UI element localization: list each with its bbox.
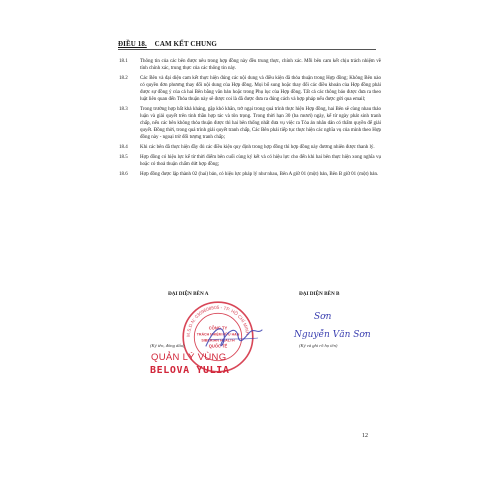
signature-handwriting-full: Nguyễn Văn Sơn: [294, 330, 371, 340]
clause-item: [119, 154, 381, 168]
clause-number: 18.3: [119, 107, 128, 112]
seal-line: SIBERIAN HEALTH: [201, 338, 235, 343]
heading-rule: [118, 49, 376, 50]
seal-line: CÔNG TY: [208, 325, 228, 331]
seal-line: QUỐC TẾ: [208, 343, 228, 349]
clause-number: 18.5: [119, 155, 128, 160]
party-a-heading: ĐẠI DIỆN BÊN A: [168, 291, 209, 297]
clause-item: [119, 171, 381, 178]
seal-line: TRÁCH NHIỆM HỮU HẠN: [196, 332, 240, 337]
article-number: ĐIỀU 18.: [118, 40, 147, 48]
article-title: CAM KẾT CHUNG: [154, 40, 217, 48]
clause-text: Hợp đồng được lập thành 02 (hai) bản, có hiệu lực pháp lý như nhau, Bên A giữ 01 (một) bản, Bên B giữ 01 (một) bản.: [140, 172, 379, 177]
clause-text: Hợp đồng có hiệu lực kể từ thời điểm bên cuối cùng ký kết và có hiệu lực cho đến khi hai bên thực hiện xong nghĩa vụ hoặc có thoả thuận chấm dứt hợp đồng;: [140, 155, 381, 167]
clause-number: 18.4: [119, 145, 128, 150]
article-heading: [118, 40, 217, 48]
clause-text: Thông tin của các bên được nêu trong hợp đồng này đều trung thực, chính xác. Mỗi bên cam kết chịu trách nhiệm về tính chính xác, trung thực của các thông tin này.: [140, 59, 381, 71]
clause-item: [119, 75, 381, 103]
clause-number: 18.1: [119, 59, 128, 64]
clause-number: 18.6: [119, 172, 128, 177]
clause-item: [119, 58, 381, 72]
stamp-position: QUẢN LÝ VÙNG: [151, 352, 227, 363]
stamp-name: BELOVA YULIA: [150, 365, 230, 376]
signature-handwriting-short: Sơn: [314, 312, 332, 322]
clause-list: [119, 58, 381, 181]
clause-item: [119, 106, 381, 141]
seal-ring-text: M.S.D.N: 0309608505 - TP. HỒ CHÍ MINH: [185, 304, 251, 338]
clause-text: Các Bên và đại diện cam kết thực hiện đúng các nội dung và điều kiện đã thỏa thuận trong Hợp đồng; Không Bên nào có quyền đơn phương thay đổi nội dung của Hợp đồng. Mọi bổ sung hoặc thay đổi các điều khoản của Hợp đồng phải được sự đồng ý của cả hai Bên bằng văn bản hoặc trong Phụ lục của Hợp đồng. Tất cả các thông báo được đưa ra theo luật liên quan đến Thỏa thuận này sẽ được coi là đã được đưa ra đúng cách và hợp pháp nếu được gửi qua email;: [140, 76, 381, 102]
clause-number: 18.2: [119, 76, 128, 81]
clause-text: Khi các bên đã thực hiện đầy đủ các điều kiện quy định trong hợp đồng thì hợp đồng này đương nhiên được thanh lý.: [140, 145, 375, 150]
party-a-note: (Ký tên, đóng dấu): [150, 343, 185, 348]
page-number: 12: [362, 433, 368, 439]
clause-text: Trong trường hợp bất khả kháng, gặp khó khăn, trở ngại trong quá trình thực hiện Hợp đồng, hai Bên sẽ cùng nhau thảo luận và giải quyết trên tinh thần hợp tác và tôn trọng. Trong thời hạn 30 (ba mươi) ngày, kể từ ngày phát sinh tranh chấp, nếu các bên không thỏa thuận được thì hai bên thống nhất đưa vụ việc ra Tòa án nhân dân có thẩm quyền để giải quyết. Đồng thời, trong quá trình giải quyết tranh chấp, Các Bên phải tiếp tục thực hiện các nghĩa vụ của mình theo Hợp đồng này - ngoại trừ đối tượng tranh chấp;: [140, 107, 381, 140]
party-b-heading: ĐẠI DIỆN BÊN B: [299, 291, 340, 297]
party-b-note: (Ký và ghi rõ họ tên): [299, 343, 338, 348]
clause-item: [119, 144, 381, 151]
